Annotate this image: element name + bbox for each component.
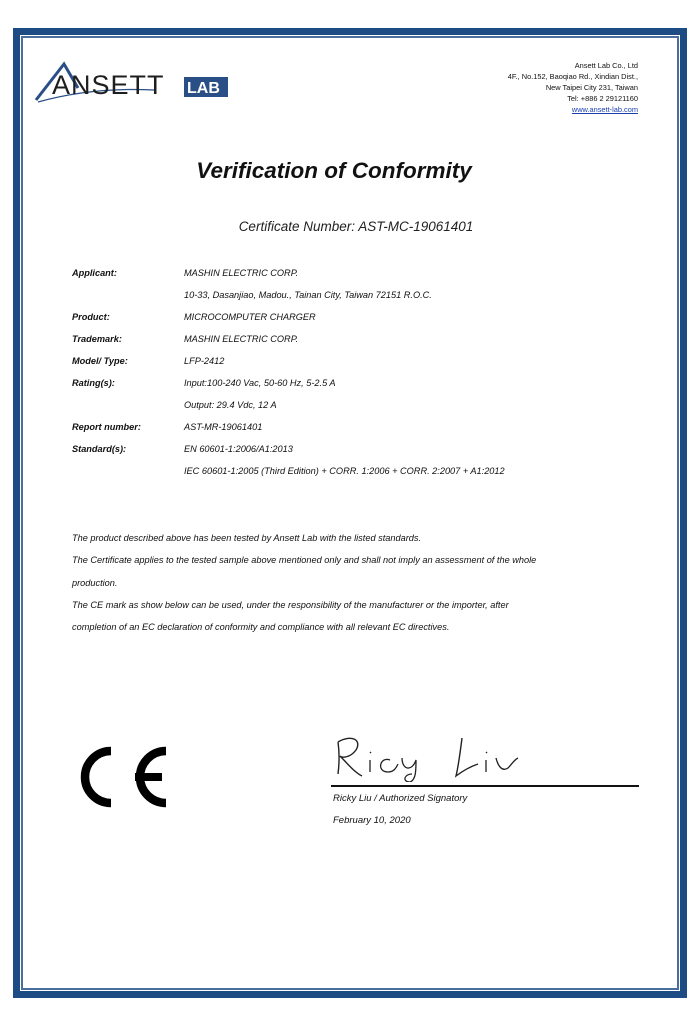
detail-row (72, 416, 632, 438)
detail-value: LFP-2412 (184, 356, 225, 366)
statement-line: completion of an EC declaration of conformity and compliance with all relevant EC directives. (72, 622, 450, 633)
detail-value: IEC 60601-1:2005 (Third Edition) + CORR. 1:2006 + CORR. 2:2007 + A1:2012 (184, 466, 505, 476)
detail-label: Rating(s): (72, 378, 115, 388)
signature-date: February 10, 2020 (333, 815, 411, 826)
detail-label (72, 394, 184, 416)
address-line: Tel: +886 2 29121160 (567, 94, 638, 103)
detail-row (72, 262, 632, 284)
detail-row (72, 350, 632, 372)
detail-label: Report number: (72, 422, 141, 432)
address-line: 4F., No.152, Baoqiao Rd., Xindian Dist., (507, 72, 638, 81)
detail-row (72, 394, 632, 416)
detail-row (72, 372, 632, 394)
detail-row (72, 306, 632, 328)
document-title: Verification of Conformity (196, 158, 472, 183)
detail-value: MICROCOMPUTER CHARGER (184, 312, 316, 322)
website-link[interactable]: www.ansett-lab.com (571, 105, 638, 114)
detail-label: Trademark: (72, 334, 122, 344)
ansett-lab-logo (34, 58, 234, 104)
signatory-name: Ricky Liu / Authorized Signatory (333, 793, 468, 804)
detail-label (72, 284, 184, 306)
detail-label: Applicant: (72, 268, 117, 278)
certificate-number: Certificate Number: AST-MC-19061401 (238, 219, 474, 234)
detail-value: 10-33, Dasanjiao, Madou., Tainan City, Taiwan 72151 R.O.C. (184, 290, 432, 300)
detail-value: MASHIN ELECTRIC CORP. (184, 334, 299, 344)
detail-label: Standard(s): (72, 444, 127, 454)
detail-value: Output: 29.4 Vdc, 12 A (184, 400, 277, 410)
detail-row (72, 284, 632, 306)
ce-mark-icon (78, 744, 170, 810)
detail-value: EN 60601-1:2006/A1:2013 (184, 444, 293, 454)
detail-label: Product: (72, 312, 110, 322)
svg-text:LAB: LAB (187, 80, 220, 97)
detail-value: Input:100-240 Vac, 50-60 Hz, 5-2.5 A (184, 378, 336, 388)
signature-line (331, 785, 639, 787)
statement-line: The CE mark as show below can be used, under the responsibility of the manufacturer or the importer, after (72, 599, 509, 610)
detail-value: MASHIN ELECTRIC CORP. (184, 268, 299, 278)
detail-row (72, 460, 632, 482)
detail-label (72, 460, 184, 482)
statement-line: production. (72, 577, 118, 588)
detail-row (72, 328, 632, 350)
handwritten-signature (332, 730, 522, 782)
address-line: New Taipei City 231, Taiwan (545, 83, 638, 92)
conformity-statement (72, 527, 652, 638)
svg-text:ANSETT: ANSETT (52, 70, 165, 100)
detail-row (72, 438, 632, 460)
statement-line: The Certificate applies to the tested sample above mentioned only and shall not imply an assessment of the whole (72, 555, 537, 566)
certificate-details (72, 262, 632, 482)
lab-address-block (508, 60, 638, 115)
detail-value: AST-MR-19061401 (184, 422, 263, 432)
address-line: Ansett Lab Co., Ltd (574, 61, 638, 70)
detail-label: Model/ Type: (72, 356, 128, 366)
statement-line: The product described above has been tested by Ansett Lab with the listed standards. (72, 533, 422, 543)
